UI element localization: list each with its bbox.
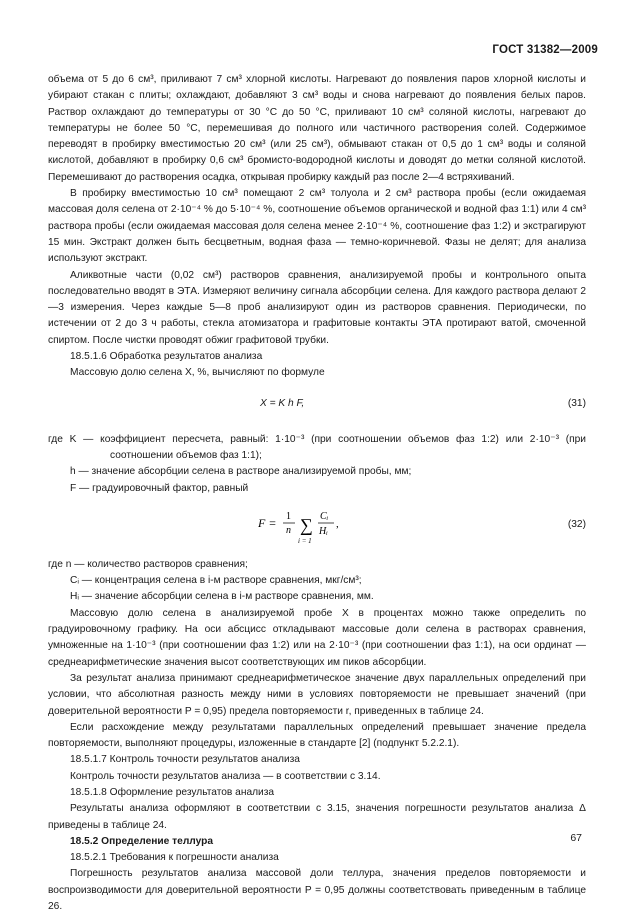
paragraph-result-format: Результаты анализа оформляют в соответствии с 3.15, значения погрешности результатов анализа Δ приведены в таблице 24. xyxy=(48,803,586,831)
formula-32-comma: , xyxy=(336,517,339,530)
paragraph-accuracy-control: Контроль точности результатов анализа — в соответствии с 3.14. xyxy=(70,770,381,782)
definition-h: h — значение абсорбции селена в растворе анализируемой пробы, мм; xyxy=(70,466,412,478)
heading-18-5-2: 18.5.2 Определение теллура xyxy=(70,835,214,847)
standard-header: ГОСТ 31382—2009 xyxy=(492,44,598,56)
paragraph-result: За результат анализа принимают среднеарифметическое значение двух параллельных определений при условии, что абсолютная разность между ними в условиях повторяемости не превышает значений (при доверительной вероятности P = 0,95) предела повторяемости r, приведенных в таблице 24. xyxy=(48,672,586,717)
paragraph-calibration-graph: Массовую долю селена в анализируемой пробе X в процентах можно также определить по градуировочному графику. На оси абсцисс откладывают массовые доли селена в растворах сравнения, умноженные на 1·10⁻³ (при соотношении фаз 1:2) или на 2·10⁻³ (при соотношении фаз 1:1), на оси ординат — среднеарифметические значения высот соответствующих им пиков абсорбции. xyxy=(48,607,586,668)
definition-hi: Hᵢ — значение абсорбции селена в i-м растворе сравнения, мм. xyxy=(70,591,374,603)
heading-18-5-2-1: 18.5.2.1 Требования к погрешности анализа xyxy=(70,852,279,864)
paragraph-tellurium-requirements: Погрешность результатов анализа массовой доли теллура, значения пределов повторяемости и воспроизводимости для доверительной вероятности P = 0,95 должны соответствовать приведенным в таблице 26. xyxy=(48,868,586,913)
formula-31-expression: X = K h F, xyxy=(260,397,305,409)
formula-32-sum-sign: ∑ xyxy=(300,514,313,535)
definition-c: Cᵢ — концентрация селена в i-м растворе сравнения, мкг/см³; xyxy=(70,575,362,587)
paragraph-measurement: Аликвотные части (0,02 см³) растворов сравнения, анализируемой пробы и контрольного опыта последовательно вводят в ЭТА. Измеряют величину сигнала абсорбции селена. Для каждого раствора делают 2—3 измерения. Через каждые 5—8 проб анализируют один из растворов сравнения. Периодически, по истечении от 2 до 3 ч работы, стекла атомизатора и графитовые контакты ЭТА протирают ватой, смоченной спиртом. После чистки проводят обжиг графитовой трубки. xyxy=(48,269,586,346)
formula-31 xyxy=(48,388,586,422)
definition-n: где n — количество растворов сравнения; xyxy=(48,558,248,570)
formula-32-sum-index: i = 1 xyxy=(298,536,312,543)
paragraph-extraction: В пробирку вместимостью 10 см³ помещают 2 см³ толуола и 2 см³ раствора пробы (если ожидаемая массовая доля селена от 2·10⁻⁴ % до 5·10⁻⁴ %, соотношение объемов органической и водной фаз 1:1) или 4 см³ раствора пробы (если ожидаемая массовая доля селена менее 2·10⁻⁴ %, соотношение фаз 1:2) и экстрагируют 15 мин. Экстракт должен быть бесцветным, водная фаза — темно-коричневой. Фазы не делят; для анализа используют экстракт. xyxy=(48,188,586,265)
formula-32-numerator-c: Cᵢ xyxy=(320,510,329,522)
formula-32-denominator-n: n xyxy=(286,524,291,536)
formula-31-number: (31) xyxy=(567,397,586,409)
heading-18-5-1-6: 18.5.1.6 Обработка результатов анализа xyxy=(70,351,263,363)
formula-32-expression xyxy=(258,503,398,543)
page-number: 67 xyxy=(570,832,582,844)
formula-32-number: (32) xyxy=(567,518,586,530)
formula-32-lhs: F = xyxy=(258,515,277,530)
heading-18-5-1-7: 18.5.1.7 Контроль точности результатов анализа xyxy=(70,754,300,766)
formula-32-numerator-one: 1 xyxy=(286,510,291,522)
definition-f: F — градуировочный фактор, равный xyxy=(70,482,249,494)
paragraph-digestion: объема от 5 до 6 см³, приливают 7 см³ хлорной кислоты. Нагревают до появления паров хлорной кислоты и убирают стакан с плиты; охлаждают, добавляют 3 см³ воды и снова нагревают до появления белых паров. Раствор охлаждают до температуры от 30 °С до 50 °С, приливают 10 см³ соляной кислоты, нагревают до температуры не более 50 °С, перемешивая до полного или частичного растворения солей. Содержимое переводят в пробирку вместимостью 20 см³ (или 25 см³), обмывают стакан от 0,5 до 1 см³ воды и соляной кислотой, добавляют в пробирку 0,6 см³ бромисто-водородной кислоты и доводят до метки соляной кислотой. Перемешивают до растворения осадка, открывая пробирку каждый раз после 2—4 встряхиваний. xyxy=(48,74,586,183)
document-body xyxy=(48,72,586,915)
formula-32-denominator-h: Hᵢ xyxy=(319,525,328,537)
definition-k: где K — коэффициент пересчета, равный: 1·10⁻³ (при соотношении объемов фаз 1:2) или 2·10⁻³ (при соотношении объемов фаз 1:1); xyxy=(48,433,586,461)
formula-32 xyxy=(48,503,586,547)
paragraph-divergence: Если расхождение между результатами параллельных определений превышает значение предела повторяемости, выполняют процедуры, изложенные в стандарте [2] (подпункт 5.2.2.1). xyxy=(48,721,586,750)
paragraph-formula-intro: Массовую долю селена X, %, вычисляют по формуле xyxy=(70,367,325,379)
heading-18-5-1-8: 18.5.1.8 Оформление результатов анализа xyxy=(70,786,275,798)
